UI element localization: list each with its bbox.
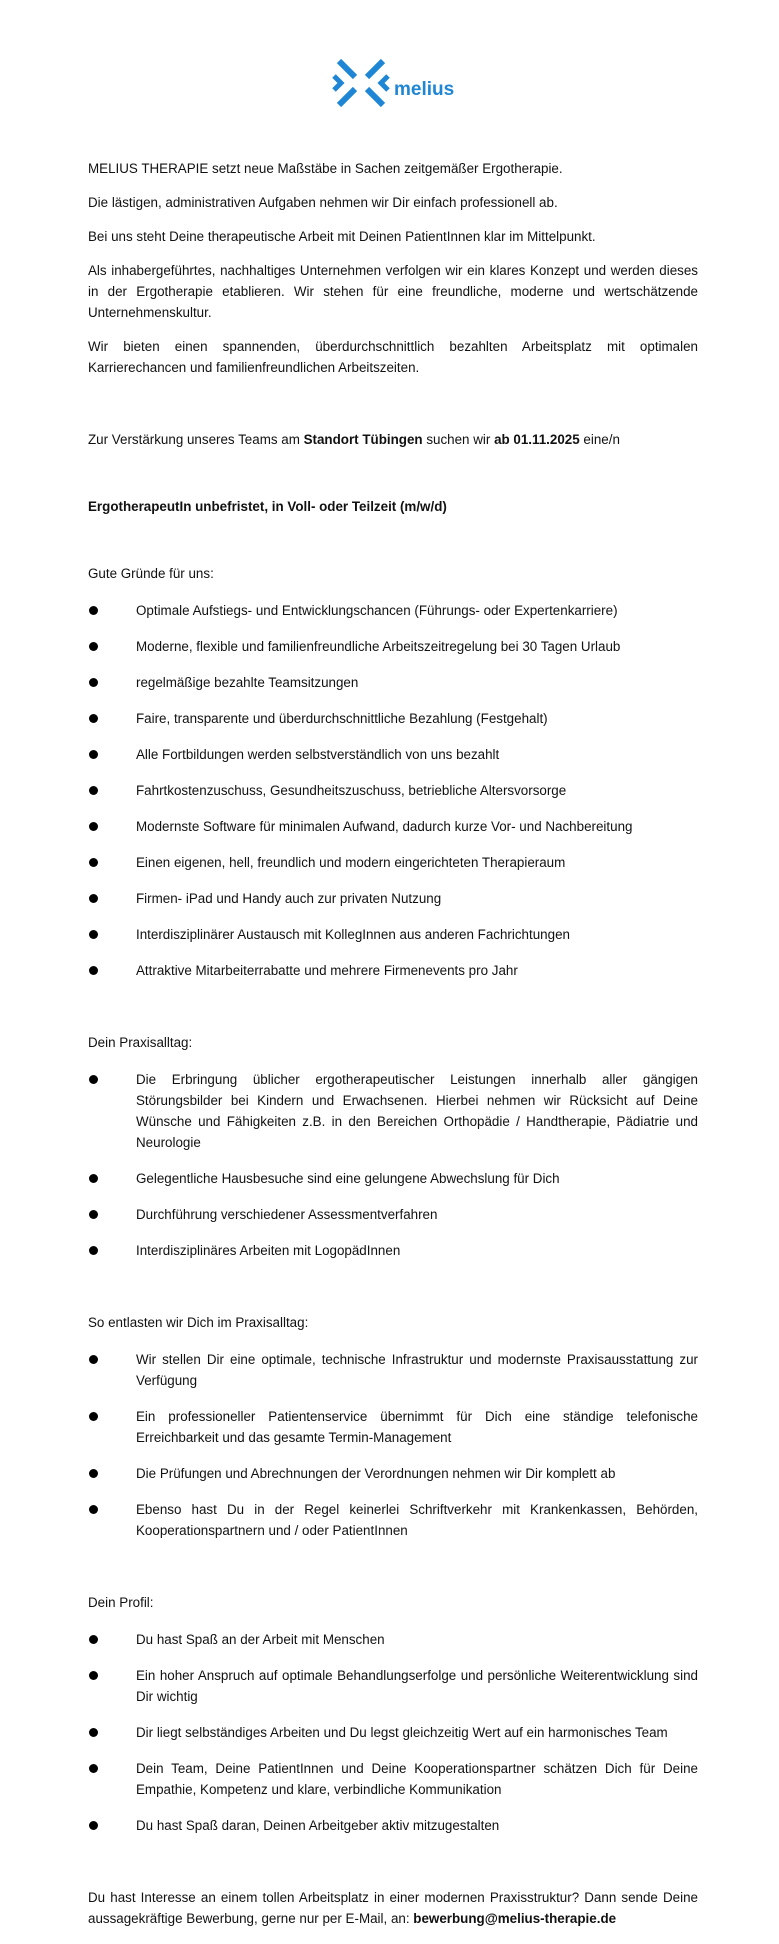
list-item: Attraktive Mitarbeiterrabatte und mehrere Firmenevents pro Jahr [88, 960, 698, 981]
company-logo [330, 52, 454, 114]
job-title: ErgotherapeutIn unbefristet, in Voll- oder Teilzeit (m/w/d) [88, 499, 447, 514]
intro-paragraph: Wir bieten einen spannenden, überdurchschnittlich bezahlten Arbeitsplatz mit optimalen Karrierechancen und familienfreundlichen Arbeitszeiten. [88, 339, 698, 375]
list-item: Ebenso hast Du in der Regel keinerlei Schriftverkehr mit Krankenkassen, Behörden, Kooperationspartnern und / oder PatientInnen [88, 1499, 698, 1541]
list-item: Interdisziplinäres Arbeiten mit LogopädInnen [88, 1240, 698, 1261]
list-item: Interdisziplinärer Austausch mit KollegInnen aus anderen Fachrichtungen [88, 924, 698, 945]
daily-title: Dein Praxisalltag: [88, 1035, 193, 1050]
list-item: Du hast Spaß daran, Deinen Arbeitgeber aktiv mitzugestalten [88, 1815, 698, 1836]
relief-list [88, 1349, 698, 1541]
list-item: Dir liegt selbständiges Arbeiten und Du legst gleichzeitig Wert auf ein harmonisches Team [88, 1722, 698, 1743]
profile-list [88, 1629, 698, 1836]
start-date: ab 01.11.2025 [494, 432, 580, 447]
list-item: Firmen- iPad und Handy auch zur privaten Nutzung [88, 888, 698, 909]
list-item: Optimale Aufstiegs- und Entwicklungschancen (Führungs- oder Expertenkarriere) [88, 600, 698, 621]
list-item: Wir stellen Dir eine optimale, technische Infrastruktur und modernste Praxisausstattung zur Verfügung [88, 1349, 698, 1391]
melius-cross-arrows-icon [330, 52, 392, 114]
reasons-list [88, 600, 698, 981]
list-item: Modernste Software für minimalen Aufwand, dadurch kurze Vor- und Nachbereitung [88, 816, 698, 837]
list-item: Dein Team, Deine PatientInnen und Deine Kooperationspartner schätzen Dich für Deine Empathie, Kompetenz und klare, verbindliche Kommunikation [88, 1758, 698, 1800]
intro-paragraph: MELIUS THERAPIE setzt neue Maßstäbe in Sachen zeitgemäßer Ergotherapie. [88, 161, 563, 176]
list-item: Du hast Spaß an der Arbeit mit Menschen [88, 1629, 698, 1650]
list-item: Durchführung verschiedener Assessmentverfahren [88, 1204, 698, 1225]
contact-email[interactable]: bewerbung@melius-therapie.de [413, 1911, 617, 1926]
list-item: Die Prüfungen und Abrechnungen der Verordnungen nehmen wir Dir komplett ab [88, 1463, 698, 1484]
location: Standort Tübingen [303, 432, 423, 447]
reinforcement-sentence: Zur Verstärkung unseres Teams am Standort Tübingen suchen wir ab 01.11.2025 eine/n [88, 432, 620, 447]
job-posting [88, 158, 698, 1942]
list-item: regelmäßige bezahlte Teamsitzungen [88, 672, 698, 693]
list-item: Faire, transparente und überdurchschnittliche Bezahlung (Festgehalt) [88, 708, 698, 729]
intro-paragraph: Bei uns steht Deine therapeutische Arbeit mit Deinen PatientInnen klar im Mittelpunkt. [88, 229, 596, 244]
profile-title: Dein Profil: [88, 1595, 154, 1610]
list-item: Fahrtkostenzuschuss, Gesundheitszuschuss, betriebliche Altersvorsorge [88, 780, 698, 801]
list-item: Einen eigenen, hell, freundlich und modern eingerichteten Therapieraum [88, 852, 698, 873]
intro-paragraph: Die lästigen, administrativen Aufgaben nehmen wir Dir einfach professionell ab. [88, 195, 558, 210]
intro-paragraph: Als inhabergeführtes, nachhaltiges Unternehmen verfolgen wir ein klares Konzept und werden dieses in der Ergotherapie etablieren. Wir stehen für eine freundliche, moderne und wertschätzende Unternehmenskultur. [88, 263, 698, 320]
daily-list [88, 1069, 698, 1261]
relief-title: So entlasten wir Dich im Praxisalltag: [88, 1315, 309, 1330]
list-item: Alle Fortbildungen werden selbstverständlich von uns bezahlt [88, 744, 698, 765]
reasons-title: Gute Gründe für uns: [88, 566, 214, 581]
list-item: Ein professioneller Patientenservice übernimmt für Dich eine ständige telefonische Erreichbarkeit und das gesamte Termin-Management [88, 1406, 698, 1448]
list-item: Ein hoher Anspruch auf optimale Behandlungserfolge und persönliche Weiterentwicklung sind Dir wichtig [88, 1665, 698, 1707]
list-item: Gelegentliche Hausbesuche sind eine gelungene Abwechslung für Dich [88, 1168, 698, 1189]
logo-text: melius [394, 78, 455, 100]
list-item: Moderne, flexible und familienfreundliche Arbeitszeitregelung bei 30 Tagen Urlaub [88, 636, 698, 657]
list-item: Die Erbringung üblicher ergotherapeutischer Leistungen innerhalb aller gängigen Störungsbilder bei Kindern und Erwachsenen. Hierbei nehmen wir Rücksicht auf Deine Wünsche und Fähigkeiten z.B. in den Bereichen Orthopädie / Handtherapie, Pädiatrie und Neurologie [88, 1069, 698, 1153]
closing-paragraph: Du hast Interesse an einem tollen Arbeitsplatz in einer modernen Praxisstruktur? Dann sende Deine aussagekräftige Bewerbung, gerne nur per E-Mail, an: bewerbung@melius-therapie.de [88, 1890, 698, 1926]
